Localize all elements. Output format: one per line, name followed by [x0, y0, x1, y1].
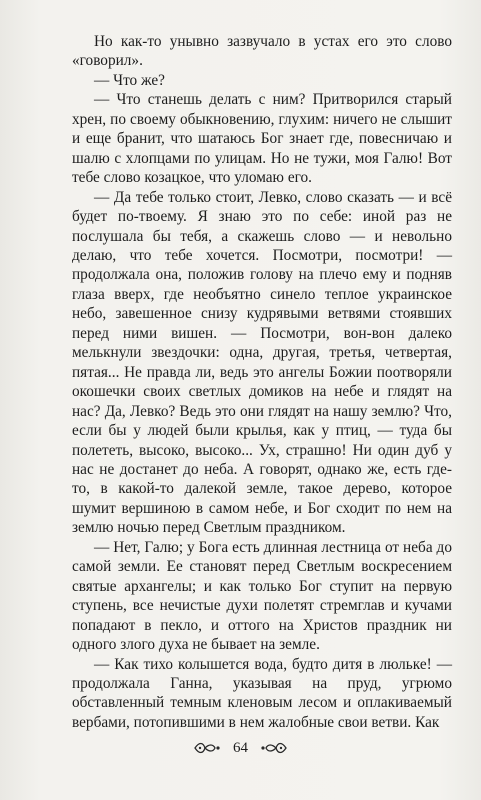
- page-footer: [0, 738, 481, 758]
- paragraph-3: — Что станешь делать с ним? Притворился старый хрен, по своему обыкновению, глухим: ничего не слышит и еще бранит, что шатаюсь Бог знает где, повесничаю и шалю с хлопцами по улицам. Но не тужи, моя Галю! Вот тебе слово козацкое, что уломаю его.: [72, 91, 452, 187]
- page-number: 64: [233, 739, 248, 756]
- paragraph-4: — Да тебе только стоит, Левко, слово сказать — и всё будет по-твоему. Я знаю это по себе: иной раз не послушала бы тебя, а скажешь слово — и невольно делаю, что тебе хочется. Посмотри, посмотри! — продолжала она, положив голову на плечо ему и подняв глаза вверх, где необъятно синело теплое украинское небо, завешенное снизу кудрявыми ветвями стоявших перед ними вишен. — Посмотри, вон-вон далеко мелькнули звездочки: одна, другая, третья, четвертая, пятая... Не правда ли, ведь это ангелы Божии поотворяли окошечки своих светлых домиков на небе и глядят на нас? Да, Левко? Ведь это они глядят на нашу землю? Что, если бы у людей были крылья, как у птиц, — туда бы полететь, высоко, высоко... Ух, страшно! Ни один дуб у нас не достанет до неба. А говорят, однако же, есть где-то, в какой-то далекой земле, такое дерево, которое шумит вершиною в самом небе, и Бог сходит по нем на землю ночью перед Светлым праздником.: [72, 188, 452, 537]
- page-body: [72, 32, 452, 732]
- left-ornament-icon: [193, 741, 221, 755]
- paragraph-6: — Как тихо колышется вода, будто дитя в люльке! — продолжала Ганна, указывая на пруд, угрюмо обставленный темным кленовым лесом и оплакиваемый вербами, потопившими в нем жалобные свои ветви. Как: [72, 655, 452, 731]
- paragraph-2: — Что же?: [94, 71, 165, 89]
- paragraph-5: — Нет, Галю; у Бога есть длинная лестница от неба до самой земли. Ее становят перед Светлым воскресением святые архангелы; и как только Бог ступит на первую ступень, все нечистые духи полетят стремглав и кучами попадают в пекло, и оттого на Христов праздник ни одного злого духа не бывает на земле.: [72, 538, 452, 654]
- right-ornament-icon: [260, 741, 288, 755]
- paragraph-1: Но как-то унывно зазвучало в устах его это слово «говорил».: [72, 33, 452, 70]
